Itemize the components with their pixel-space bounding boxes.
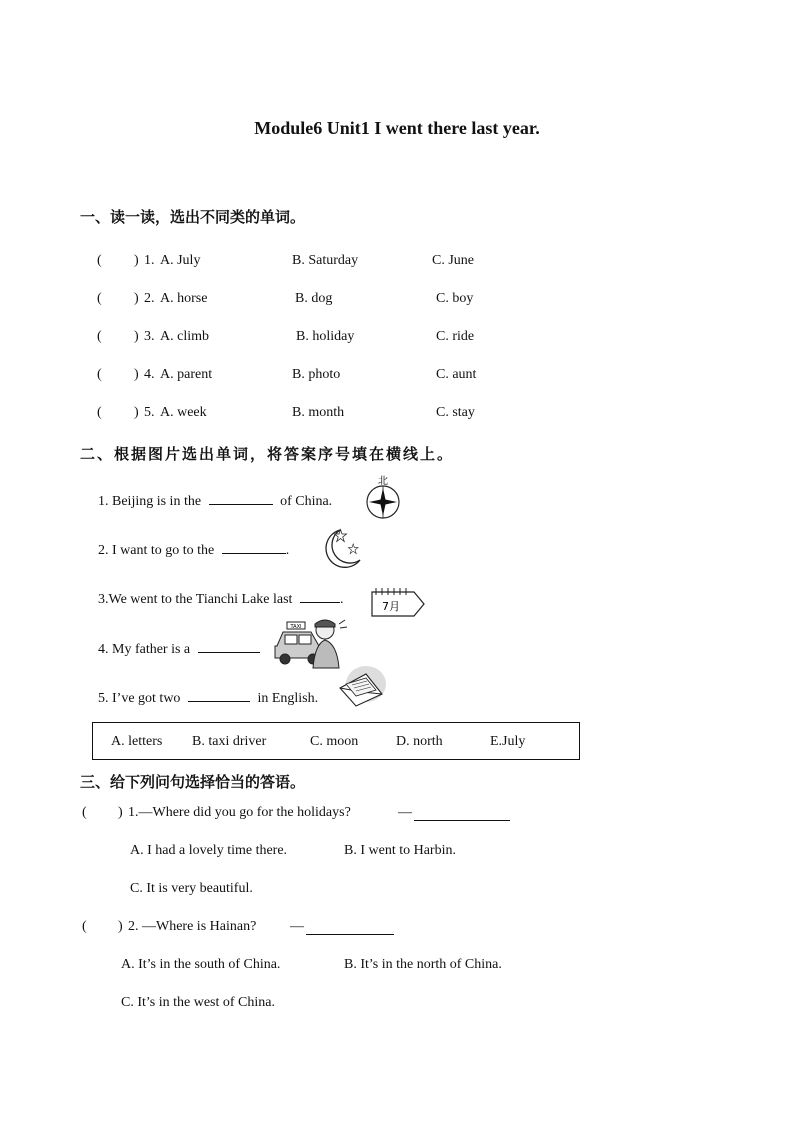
item-number: 2. — [144, 291, 155, 306]
answer-blank[interactable] — [300, 588, 340, 603]
option-july: E.July — [490, 734, 526, 749]
calendar-july-icon — [370, 586, 426, 620]
option-b: B. It’s in the north of China. — [344, 957, 502, 972]
answer-paren-open: ( — [97, 367, 102, 382]
option-north: D. north — [396, 734, 443, 749]
option-c: C. boy — [436, 291, 474, 306]
sentence-text: in English. — [257, 691, 319, 706]
sentence-text: . — [339, 592, 344, 607]
fill-sentence-4 — [98, 638, 260, 658]
option-c: C. June — [432, 253, 474, 268]
answer-paren-open: ( — [97, 253, 102, 268]
fill-sentence-2 — [98, 539, 289, 559]
answer-blank[interactable] — [222, 539, 286, 554]
answer-paren-open: ( — [97, 291, 102, 306]
section-2-heading: 二、根据图片选出单词，将答案序号填在横线上。 — [80, 445, 455, 463]
fill-sentence-1 — [98, 490, 332, 510]
option-a: A. climb — [160, 329, 209, 344]
answer-paren-close: ) — [118, 805, 123, 820]
answer-paren-close: ) — [134, 253, 139, 268]
answer-blank[interactable] — [306, 920, 394, 935]
option-b: B. photo — [292, 367, 341, 382]
option-a: A. horse — [160, 291, 208, 306]
svg-text:北: 北 — [378, 476, 388, 487]
answer-paren-open: ( — [82, 805, 87, 820]
sentence-text: of China. — [280, 494, 333, 509]
answer-blank[interactable] — [209, 490, 273, 505]
answer-paren-close: ) — [134, 405, 139, 420]
sentence-text: . — [285, 543, 290, 558]
option-a: A. July — [160, 253, 201, 268]
option-moon: C. moon — [310, 734, 359, 749]
option-b: B. Saturday — [292, 253, 359, 268]
option-a: A. I had a lovely time there. — [130, 843, 288, 858]
option-c: C. stay — [436, 405, 475, 420]
section-3-heading: 三、给下列问句选择恰当的答语。 — [80, 773, 306, 791]
answer-paren-open: ( — [82, 919, 87, 934]
sentence-text: 1. Beijing is in the — [98, 494, 202, 509]
option-b: B. I went to Harbin. — [344, 843, 456, 858]
answer-dash: — — [290, 919, 304, 934]
answer-blank[interactable] — [188, 687, 250, 702]
sentence-text: 4. My father is a — [98, 642, 191, 657]
answer-paren-close: ) — [134, 329, 139, 344]
option-a: A. It’s in the south of China. — [121, 957, 281, 972]
sentence-text: 2. I want to go to the — [98, 543, 215, 558]
option-c: C. It is very beautiful. — [130, 881, 253, 896]
svg-text:7月: 7月 — [382, 600, 400, 613]
sentence-text: 3.We went to the Tianchi Lake last — [98, 592, 293, 607]
option-a: A. week — [160, 405, 207, 420]
answer-blank[interactable] — [198, 638, 260, 653]
option-a: A. parent — [160, 367, 213, 382]
option-c: C. It’s in the west of China. — [121, 995, 275, 1010]
taxi-driver-icon — [273, 616, 353, 670]
question-1: 1.—Where did you go for the holidays? — [128, 805, 351, 820]
sentence-text: 5. I’ve got two — [98, 691, 181, 706]
question-2: 2. —Where is Hainan? — [128, 919, 257, 934]
answer-paren-close: ) — [118, 919, 123, 934]
section-1-heading: 一、读一读，选出不同类的单词。 — [80, 208, 306, 226]
compass-north-icon — [362, 474, 404, 522]
answer-dash: — — [398, 805, 412, 820]
option-letters: A. letters — [111, 734, 163, 749]
option-c: C. aunt — [436, 367, 477, 382]
fill-sentence-5 — [98, 687, 318, 707]
item-number: 5. — [144, 405, 155, 420]
page-title: Module6 Unit1 I went there last year. — [254, 118, 540, 138]
item-number: 1. — [144, 253, 155, 268]
option-c: C. ride — [436, 329, 475, 344]
answer-blank[interactable] — [414, 806, 510, 821]
item-number: 3. — [144, 329, 155, 344]
option-b: B. month — [292, 405, 345, 420]
answer-paren-close: ) — [134, 291, 139, 306]
moon-icon — [318, 526, 364, 572]
fill-sentence-3 — [98, 588, 343, 608]
answer-paren-open: ( — [97, 405, 102, 420]
option-b: B. dog — [295, 291, 333, 306]
letters-icon — [336, 664, 388, 708]
svg-text:TAXI: TAXI — [290, 624, 302, 630]
answer-paren-open: ( — [97, 329, 102, 344]
option-taxi-driver: B. taxi driver — [192, 734, 267, 749]
option-b: B. holiday — [296, 329, 355, 344]
item-number: 4. — [144, 367, 155, 382]
answer-paren-close: ) — [134, 367, 139, 382]
